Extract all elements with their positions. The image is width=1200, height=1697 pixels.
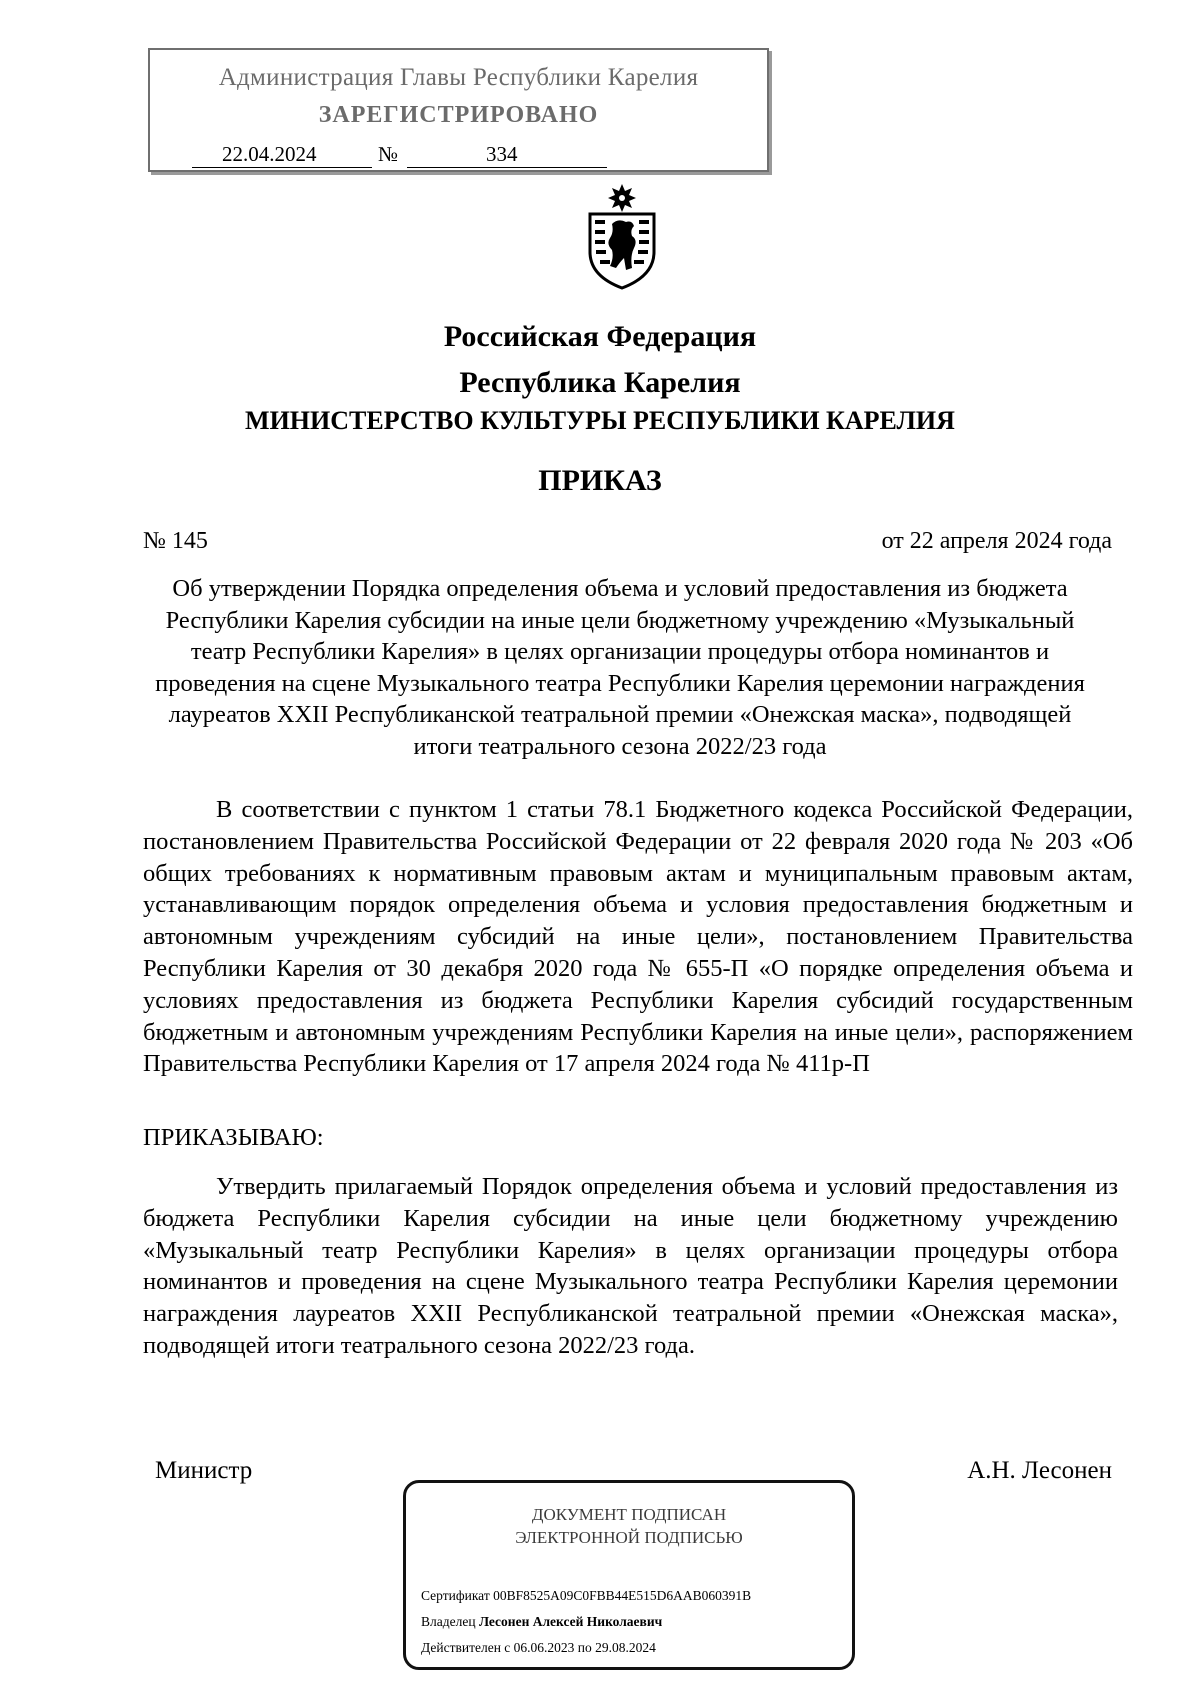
order-subject: Об утверждении Порядка определения объема и условий предоставления из бюджета Республики Карелия субсидии на иные цели бюджетному учреждению «Музыкальный театр Республики Карелия» в целях организации процедуры отбора номинантов и проведения на сцене Музыкального театра Республики Карелия церемонии награждения лауреатов XXII Республиканской театральной премии «Онежская маска», подводящей итоги театрального сезона 2022/23 года bbox=[155, 575, 1085, 760]
order-date: от 22 апреля 2024 года bbox=[881, 528, 1112, 554]
registration-stamp-organization: Администрация Главы Республики Карелия bbox=[218, 64, 699, 91]
decision-paragraph: Утвердить прилагаемый Порядок определения объема и условий предоставления из бюджета Республики Карелия субсидии на иные цели бюджетному учреждению «Музыкальный театр Республики Карелия» в целях организации процедуры отбора номинантов и проведения на сцене Музыкального театра Республики Карелия церемонии награждения лауреатов XXII Республиканской театральной премии «Онежская маска», подводящей итоги театрального сезона 2022/23 года. bbox=[143, 1173, 1118, 1359]
signer-position: Министр bbox=[155, 1457, 253, 1484]
esign-valid-to-label: по bbox=[577, 1640, 592, 1655]
esign-certificate-value: 00BF8525A09C0FBB44E515D6AAB060391B bbox=[493, 1588, 752, 1603]
esign-validity-row bbox=[421, 1640, 656, 1656]
order-number: № 145 bbox=[143, 528, 208, 554]
karelia-coat-of-arms-icon bbox=[572, 182, 672, 290]
esign-title-line2: ЭЛЕКТРОННОЙ ПОДПИСЬЮ bbox=[515, 1528, 743, 1547]
header-republic: Республика Карелия bbox=[459, 366, 741, 399]
decree-word: ПРИКАЗЫВАЮ: bbox=[143, 1124, 324, 1151]
registration-number-underline bbox=[407, 167, 607, 168]
header-country: Российская Федерация bbox=[443, 320, 757, 353]
esign-valid-from-label: Действителен с bbox=[421, 1640, 511, 1655]
legal-basis-paragraph: В соответствии с пунктом 1 статьи 78.1 Бюджетного кодекса Российской Федерации, постановлением Правительства Российской Федерации от 22 февраля 2020 года № 203 «Об общих требованиях к нормативным правовым актам и муниципальным правовым актам, устанавливающим порядок определения объема и условия предоставления бюджетным и автономным учреждениям субсидий на иные цели», постановлением Правительства Республики Карелия от 30 декабря 2020 года № 655-П «О порядке определения объема и условиях предоставления из бюджета Республики Карелия субсидий государственным бюджетным и автономным учреждениям Республики Карелия на иные цели», распоряжением Правительства Республики Карелия от 17 апреля 2024 года № 411р-П bbox=[143, 796, 1133, 1078]
esign-owner-value: Лесонен Алексей Николаевич bbox=[478, 1614, 663, 1629]
registration-stamp-status: ЗАРЕГИСТРИРОВАНО bbox=[318, 102, 599, 128]
esign-certificate-row bbox=[421, 1588, 751, 1604]
esign-valid-from: 06.06.2023 bbox=[513, 1640, 575, 1655]
registration-date-underline bbox=[192, 167, 372, 168]
signer-name: А.Н. Лесонен bbox=[967, 1457, 1112, 1484]
registration-number-label: № bbox=[378, 142, 399, 166]
header-ministry: МИНИСТЕРСТВО КУЛЬТУРЫ РЕСПУБЛИКИ КАРЕЛИЯ bbox=[245, 406, 955, 435]
registration-number: 334 bbox=[486, 142, 518, 166]
esign-title-line1: ДОКУМЕНТ ПОДПИСАН bbox=[531, 1505, 727, 1524]
esign-owner-label: Владелец bbox=[421, 1614, 476, 1629]
esign-certificate-label: Сертификат bbox=[421, 1588, 490, 1603]
electronic-signature-stamp bbox=[403, 1480, 855, 1670]
document-type: ПРИКАЗ bbox=[538, 464, 662, 497]
registration-stamp bbox=[148, 48, 769, 172]
registration-date: 22.04.2024 bbox=[222, 142, 317, 166]
esign-owner-row bbox=[421, 1614, 662, 1630]
esign-valid-to: 29.08.2024 bbox=[595, 1640, 656, 1655]
